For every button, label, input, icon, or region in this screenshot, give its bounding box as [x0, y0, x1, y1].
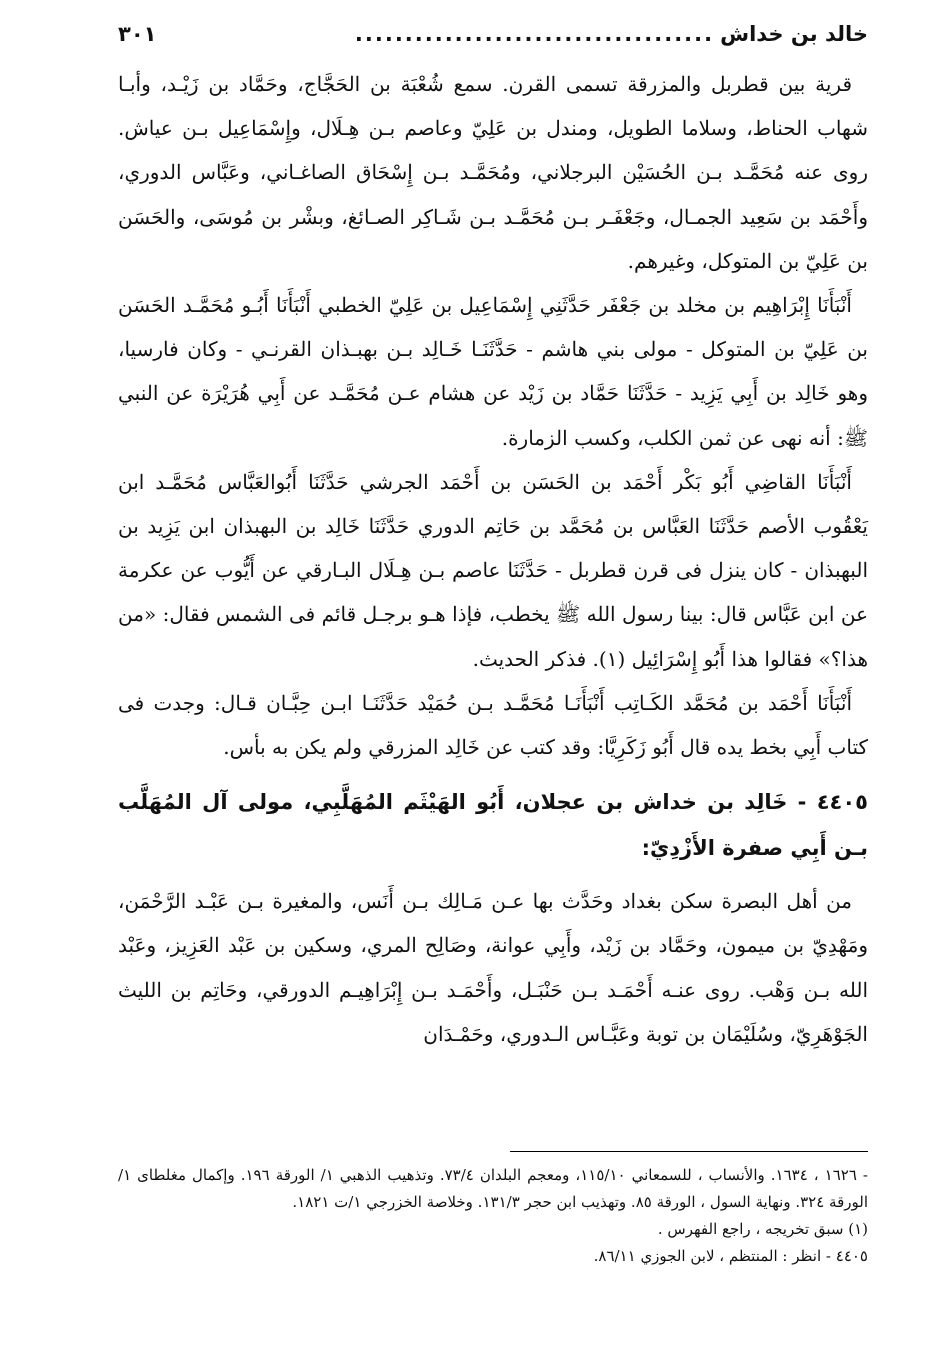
- footnote-separator: [510, 1151, 868, 1152]
- paragraph-ibn-hibban: أَنْبَأَنَا أَحْمَد بن مُحَمَّد الكَـاتِب أَنْبَأَنَـا مُحَمَّـد بـن حُمَيْد حَدَّثَنَـا ابـن حِبَّـان قـال: وجدت فى كتاب أَبِي بخط يده قال أَبُو زَكَرِيَّا: وقد كتب عن خَالِد المزرقي ولم يكن به بأس.: [118, 690, 868, 760]
- page-number: ٣٠١: [118, 22, 157, 46]
- footnote-1: (١) سبق تخريجه ، راجع الفهرس .: [657, 1220, 868, 1238]
- entry-heading: ٤٤٠٥ - خَالِد بن خداش بن عجلان، أَبُو الهَيْثَم المُهَلَّبِي، مولى آل المُهَلَّب بـن أَبِي صفرة الأَزْدِيّ:: [118, 790, 868, 861]
- main-text: [118, 62, 868, 1056]
- running-header: [118, 22, 868, 56]
- footnote-sources: - ١٦٢٦ ، ١٦٣٤. والأنساب ، للسمعاني ١١٥/١٠، ومعجم البلدان ٧٣/٤. وتذهيب الذهبي ١/ الورقة ١٩٦. وإكمال مغلطاى ١/ الورقة ٣٢٤. ونهاية السول ، الورقة ٨٥. وتهذيب ابن حجر ١٣١/٣. وخلاصة الخزرجي ١/ت ١٨٢١.: [118, 1166, 868, 1211]
- paragraph-biography: قرية بين قطربل والمزرقة تسمى القرن. سمع شُعْبَة بن الحَجَّاج، وحَمَّاد بن زَيْـد، وأبـا شهاب الحناط، وسلاما الطويل، ومندل بن عَلِيّ وعاصم بـن هِـلَال، وإِسْمَاعِيل بـن عياش. روى عنه مُحَمَّـد بـن الحُسَيْن البرجلاني، ومُحَمَّـد بـن إِسْحَاق الصاغـاني، وعَبَّاس الدوري، وأَحْمَد بن سَعِيد الجمـال، وجَعْفَـر بـن مُحَمَّـد بـن شَـاكِر الصـائغ، وبشْر بن مُوسَى، والحَسَن بن عَلِيّ بن المتوكل، وغيرهم.: [118, 72, 868, 273]
- running-title: خالد بن خداش: [720, 22, 868, 46]
- paragraph-entry-4405: من أهل البصرة سكن بغداد وحَدَّث بها عـن مَـالِك بـن أَنَس، والمغيرة بـن عَبْـد الرَّحْمَن، ومَهْدِيّ بن ميمون، وحَمَّاد بن زَيْد، وأَبِي عوانة، وصَالِح المري، وسكين بن عَبْد العَزِيز، وعَبْد الله بـن وَهْب. روى عنـه أَحْمَـد بـن حَنْبَـل، وأَحْمَـد بـن إِبْرَاهِيـم الدورقي، وحَاتِم بن الليث الجَوْهَرِيّ، وسُلَيْمَان بن توبة وعَبَّـاس الـدوري، وحَمْـدَان: [118, 889, 868, 1046]
- footnote-4405: ٤٤٠٥ - انظر : المنتظم ، لابن الجوزي ٨٦/١١.: [593, 1247, 868, 1265]
- header-dots: ....................................: [354, 22, 715, 46]
- paragraph-hadith-1: أَنْبَأَنَا إِبْرَاهِيم بن مخلد بن جَعْفَر حَدَّثَنِي إِسْمَاعِيل بن عَلِيّ الخطبي أَنْبَأَنَا أَبُـو مُحَمَّـد الحَسَن بن عَلِيّ بن المتوكل - مولى بني هاشم - حَدَّثَنَـا خَـالِد بـن بهبـذان القرنـي - وكان فارسيا، وهو خَالِد بن أَبِي يَزِيد - حَدَّثَنَا حَمَّاد بن زَيْد عن هشام عـن مُحَمَّـد عن أَبِي هُرَيْرَة عن النبي ﷺ: أنه نهى عن ثمن الكلب، وكسب الزمارة.: [118, 293, 868, 450]
- footnotes: [118, 1162, 868, 1270]
- paragraph-hadith-2: أَنْبَأَنَا القاضِي أَبُو بَكْر أَحْمَد بن الحَسَن بن أَحْمَد الجرشي حَدَّثَنَا أَبُوالعَبَّاس مُحَمَّـد ابن يَعْقُوب الأصم حَدَّثَنَا العَبَّاس بن مُحَمَّد بن حَاتِم الدوري حَدَّثَنَا خَالِد بن البهبذان ابن يَزِيد بن البهبذان - كان ينزل فى قرن قطربل - حَدَّثَنَا عاصم بـن هِـلَال البـارقي عن أَيُّوب عن عكرمة عن ابن عَبَّاس قال: بينا رسول الله ﷺ يخطب، فإذا هـو برجـل قائم فى الشمس فقال: «من هذا؟» فقالوا هذا أَبُو إِسْرَائِيل (١). فذكر الحديث.: [118, 469, 868, 671]
- page: [118, 22, 868, 1056]
